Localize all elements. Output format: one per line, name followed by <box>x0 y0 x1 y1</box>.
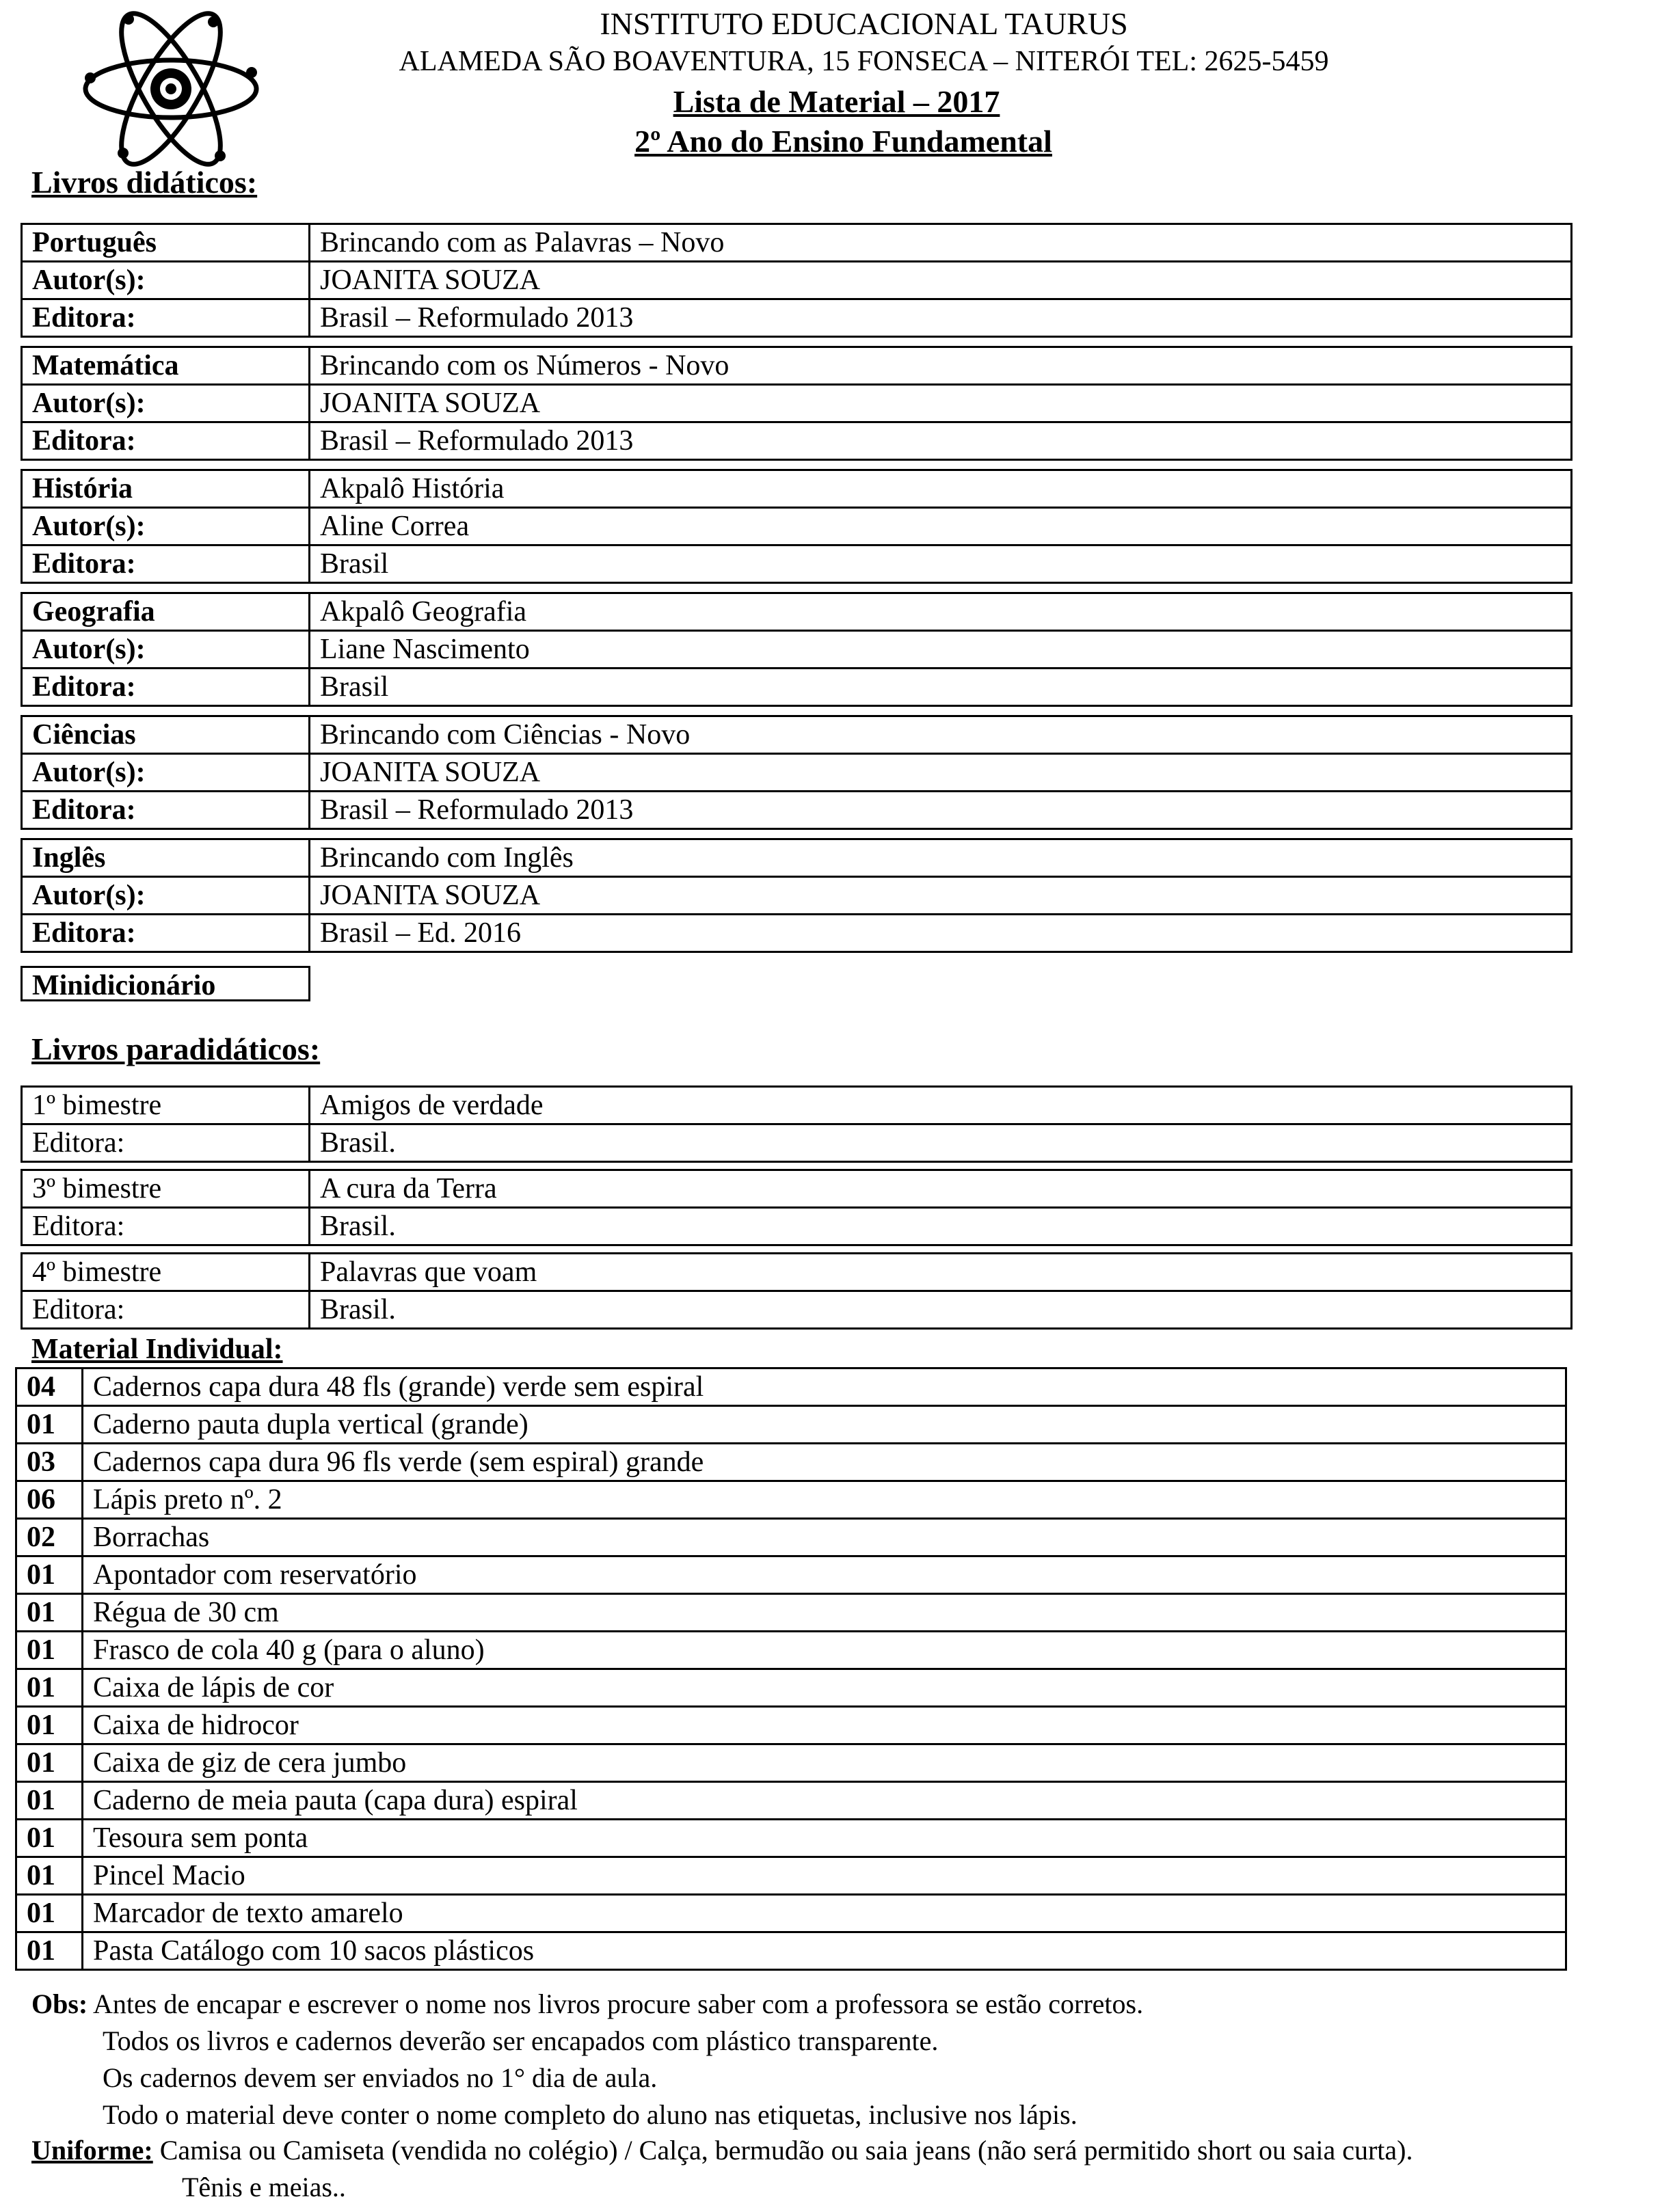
book-title: Brincando com as Palavras – Novo <box>310 224 1572 262</box>
publisher-label: Editora: <box>22 422 310 460</box>
paradidatic-table <box>21 1252 1572 1330</box>
obs-line-2: Todos os livros e cadernos deverão ser encapados com plástico transparente. <box>103 2025 939 2056</box>
subject-table <box>21 592 1572 707</box>
dictionary-box: Minidicionário <box>21 966 310 1001</box>
item-quantity: 03 <box>16 1444 83 1481</box>
item-description: Régua de 30 cm <box>83 1594 1566 1632</box>
table-row <box>16 1782 1566 1820</box>
item-quantity: 06 <box>16 1481 83 1519</box>
publisher-label: Editora: <box>22 545 310 583</box>
item-quantity: 01 <box>16 1707 83 1744</box>
item-quantity: 01 <box>16 1744 83 1782</box>
textbooks-title: Livros didáticos: <box>31 165 258 200</box>
publisher-label: Editora: <box>22 669 310 706</box>
uniform-line-2: Tênis e meias.. <box>182 2172 346 2202</box>
table-row <box>16 1481 1566 1519</box>
item-description: Caderno pauta dupla vertical (grande) <box>83 1406 1566 1444</box>
subject-table <box>21 223 1572 338</box>
materials-title: Material Individual: <box>31 1334 283 1365</box>
book-title: Brincando com Ciências - Novo <box>310 716 1572 754</box>
author-label: Autor(s): <box>22 262 310 299</box>
bimester-label: 3º bimestre <box>22 1170 310 1208</box>
table-row <box>16 1594 1566 1632</box>
uniform-line <box>31 2134 1413 2167</box>
author-value: JOANITA SOUZA <box>310 754 1572 792</box>
item-quantity: 01 <box>16 1932 83 1970</box>
author-label: Autor(s): <box>22 508 310 545</box>
item-description: Apontador com reservatório <box>83 1556 1566 1594</box>
uniform-text: Camisa ou Camiseta (vendida no colégio) / Calça, bermudão ou saia jeans (não será permitido short ou saia curta). <box>159 2135 1413 2166</box>
table-row <box>16 1368 1566 1406</box>
subject-name: História <box>22 470 310 508</box>
item-quantity: 02 <box>16 1519 83 1556</box>
paradidatic-title: Livros paradidáticos: <box>31 1031 321 1066</box>
subject-name: Matemática <box>22 347 310 385</box>
table-row <box>16 1707 1566 1744</box>
publisher-label: Editora: <box>22 1124 310 1162</box>
paradidatic-table <box>21 1169 1572 1246</box>
table-row <box>16 1857 1566 1895</box>
item-description: Caixa de hidrocor <box>83 1707 1566 1744</box>
grade-title: 2º Ano do Ensino Fundamental <box>634 124 1052 159</box>
item-quantity: 01 <box>16 1669 83 1707</box>
author-label: Autor(s): <box>22 385 310 422</box>
item-description: Tesoura sem ponta <box>83 1820 1566 1857</box>
publisher-value: Brasil <box>310 669 1572 706</box>
item-quantity: 01 <box>16 1857 83 1895</box>
item-description: Caixa de lápis de cor <box>83 1669 1566 1707</box>
book-title: Akpalô Geografia <box>310 593 1572 631</box>
publisher-value: Brasil – Ed. 2016 <box>310 915 1572 952</box>
item-quantity: 01 <box>16 1632 83 1669</box>
author-value: Aline Correa <box>310 508 1572 545</box>
table-row <box>16 1519 1566 1556</box>
author-value: JOANITA SOUZA <box>310 877 1572 915</box>
table-row <box>16 1895 1566 1932</box>
item-quantity: 01 <box>16 1594 83 1632</box>
subject-table <box>21 469 1572 584</box>
table-row <box>16 1632 1566 1669</box>
materials-table <box>15 1367 1567 1971</box>
paradidatic-table <box>21 1085 1572 1163</box>
publisher-value: Brasil. <box>310 1208 1572 1245</box>
item-quantity: 01 <box>16 1895 83 1932</box>
publisher-label: Editora: <box>22 299 310 337</box>
uniform-label: Uniforme: <box>31 2135 153 2166</box>
subject-table <box>21 838 1572 953</box>
publisher-value: Brasil – Reformulado 2013 <box>310 792 1572 829</box>
bimester-label: 1º bimestre <box>22 1087 310 1124</box>
author-value: Liane Nascimento <box>310 631 1572 669</box>
subject-name: Geografia <box>22 593 310 631</box>
subject-name: Português <box>22 224 310 262</box>
table-row <box>16 1744 1566 1782</box>
obs-line-3: Os cadernos devem ser enviados no 1° dia de aula. <box>103 2062 658 2093</box>
subject-name: Ciências <box>22 716 310 754</box>
list-title: Lista de Material – 2017 <box>673 84 1000 119</box>
item-description: Marcador de texto amarelo <box>83 1895 1566 1932</box>
item-description: Borrachas <box>83 1519 1566 1556</box>
item-description: Caixa de giz de cera jumbo <box>83 1744 1566 1782</box>
author-label: Autor(s): <box>22 631 310 669</box>
obs-line-4: Todo o material deve conter o nome completo do aluno nas etiquetas, inclusive nos lápis. <box>103 2099 1078 2130</box>
item-quantity: 04 <box>16 1368 83 1406</box>
subject-table <box>21 346 1572 461</box>
book-title: A cura da Terra <box>310 1170 1572 1208</box>
subject-name: Inglês <box>22 839 310 877</box>
item-description: Pincel Macio <box>83 1857 1566 1895</box>
author-value: JOANITA SOUZA <box>310 385 1572 422</box>
item-quantity: 01 <box>16 1820 83 1857</box>
item-description: Cadernos capa dura 96 fls verde (sem espiral) grande <box>83 1444 1566 1481</box>
item-quantity: 01 <box>16 1406 83 1444</box>
publisher-label: Editora: <box>22 792 310 829</box>
publisher-value: Brasil – Reformulado 2013 <box>310 299 1572 337</box>
publisher-value: Brasil. <box>310 1291 1572 1329</box>
school-address: ALAMEDA SÃO BOAVENTURA, 15 FONSECA – NITERÓI TEL: 2625-5459 <box>399 46 1329 77</box>
table-row <box>16 1932 1566 1970</box>
obs-text: Antes de encapar e escrever o nome nos livros procure saber com a professora se estão corretos. <box>93 1988 1144 2019</box>
author-label: Autor(s): <box>22 754 310 792</box>
obs-line-1 <box>31 1988 1143 2021</box>
book-title: Akpalô História <box>310 470 1572 508</box>
publisher-label: Editora: <box>22 1208 310 1245</box>
publisher-value: Brasil <box>310 545 1572 583</box>
table-row <box>16 1820 1566 1857</box>
table-row <box>16 1444 1566 1481</box>
item-description: Frasco de cola 40 g (para o aluno) <box>83 1632 1566 1669</box>
book-title: Brincando com os Números - Novo <box>310 347 1572 385</box>
book-title: Palavras que voam <box>310 1254 1572 1291</box>
publisher-label: Editora: <box>22 1291 310 1329</box>
table-row <box>16 1556 1566 1594</box>
author-value: JOANITA SOUZA <box>310 262 1572 299</box>
item-description: Caderno de meia pauta (capa dura) espiral <box>83 1782 1566 1820</box>
book-title: Brincando com Inglês <box>310 839 1572 877</box>
table-row <box>16 1406 1566 1444</box>
publisher-value: Brasil – Reformulado 2013 <box>310 422 1572 460</box>
item-description: Lápis preto nº. 2 <box>83 1481 1566 1519</box>
author-label: Autor(s): <box>22 877 310 915</box>
item-description: Pasta Catálogo com 10 sacos plásticos <box>83 1932 1566 1970</box>
publisher-value: Brasil. <box>310 1124 1572 1162</box>
bimester-label: 4º bimestre <box>22 1254 310 1291</box>
item-description: Cadernos capa dura 48 fls (grande) verde sem espiral <box>83 1368 1566 1406</box>
item-quantity: 01 <box>16 1782 83 1820</box>
book-title: Amigos de verdade <box>310 1087 1572 1124</box>
obs-label: Obs: <box>31 1988 88 2019</box>
table-row <box>16 1669 1566 1707</box>
publisher-label: Editora: <box>22 915 310 952</box>
item-quantity: 01 <box>16 1556 83 1594</box>
school-name: INSTITUTO EDUCACIONAL TAURUS <box>600 6 1128 41</box>
subject-table <box>21 715 1572 830</box>
